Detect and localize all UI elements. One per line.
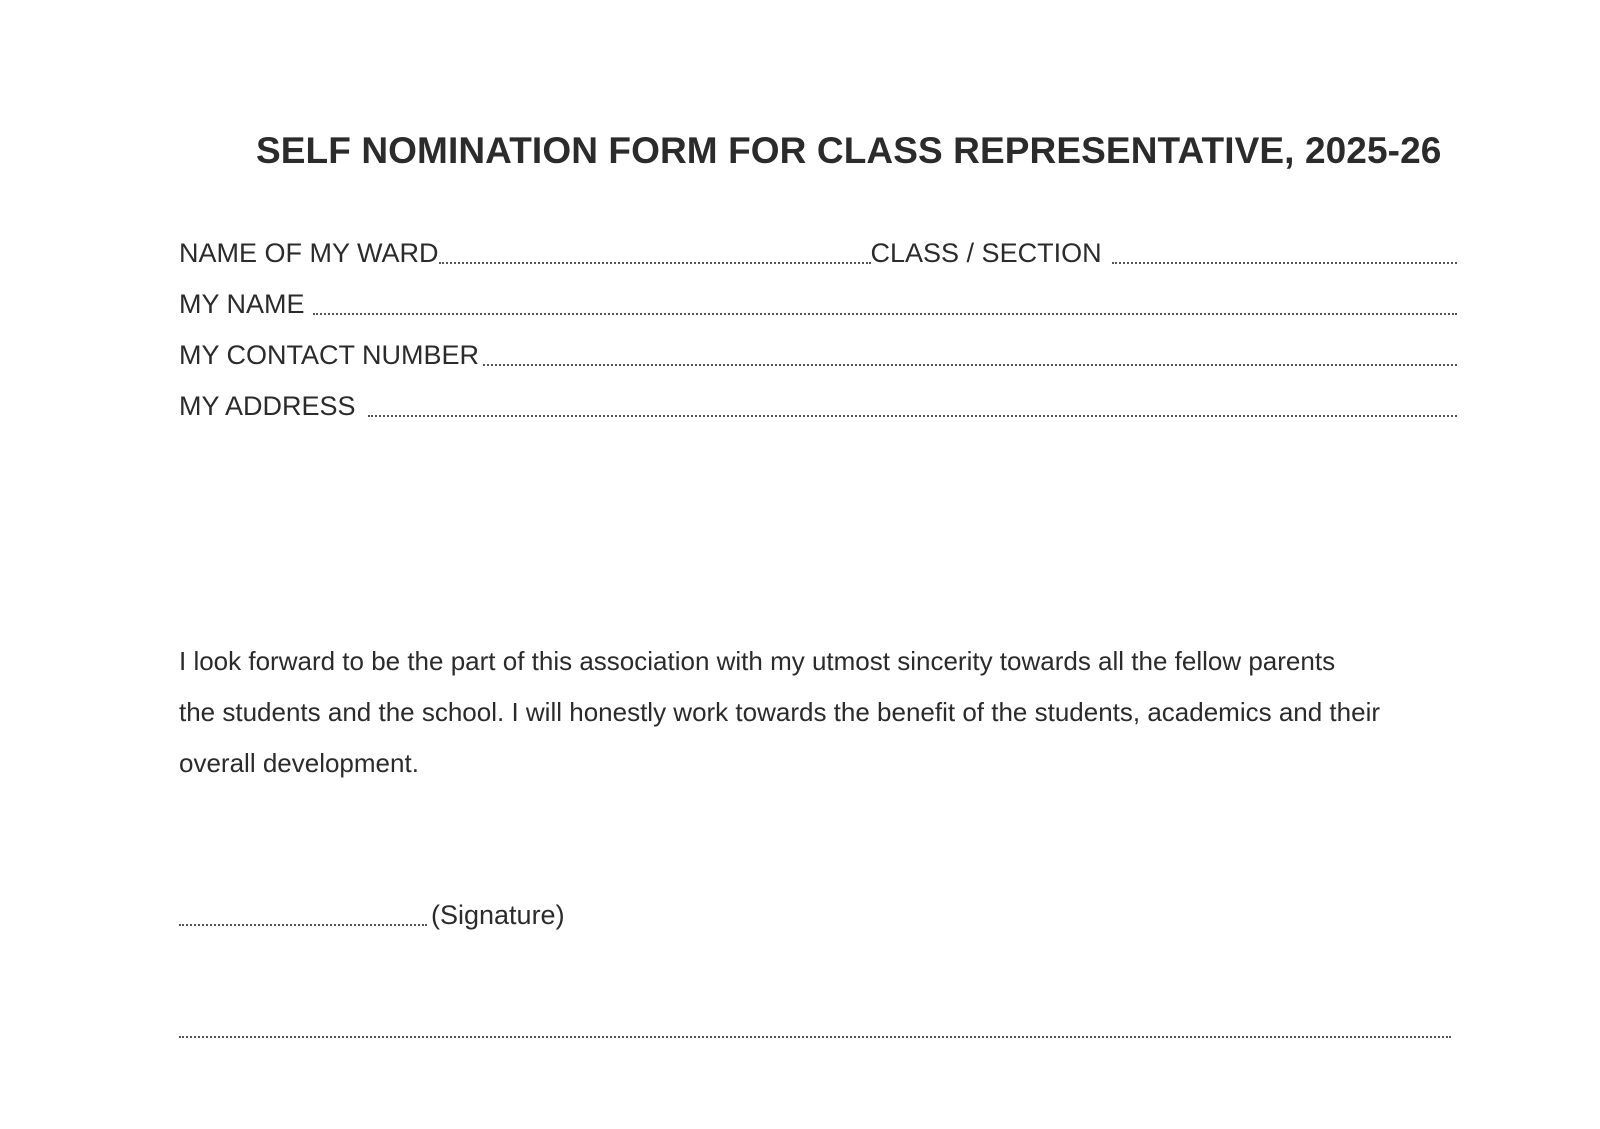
pledge-line: I look forward to be the part of this association with my utmost sincerity towards all the fellow parents	[179, 646, 1336, 676]
ward-name-label: NAME OF MY WARD	[179, 238, 439, 268]
class-section-label: CLASS / SECTION	[870, 238, 1102, 268]
bottom-dotted-line[interactable]	[179, 1036, 1451, 1038]
address-row	[179, 385, 1457, 421]
contact-number-field[interactable]	[483, 364, 1457, 366]
contact-number-label: MY CONTACT NUMBER	[179, 340, 480, 370]
class-section-field[interactable]	[1112, 262, 1457, 264]
pledge-line: the students and the school. I will honestly work towards the benefit of the students, academics and their	[179, 697, 1381, 727]
my-name-field[interactable]	[313, 313, 1457, 315]
my-name-row	[179, 283, 1457, 319]
my-name-label: MY NAME	[179, 289, 305, 319]
ward-class-row	[179, 232, 1457, 268]
pledge-line: overall development.	[179, 748, 419, 778]
address-field[interactable]	[368, 415, 1457, 417]
pledge-paragraph	[179, 636, 1469, 789]
page-title: SELF NOMINATION FORM FOR CLASS REPRESENTATIVE, 2025-26	[256, 130, 1442, 171]
signature-row	[179, 894, 565, 930]
signature-field[interactable]	[179, 924, 427, 926]
contact-number-row	[179, 334, 1457, 370]
ward-name-field[interactable]	[439, 262, 871, 264]
signature-label: (Signature)	[431, 900, 565, 930]
address-label: MY ADDRESS	[179, 391, 356, 421]
